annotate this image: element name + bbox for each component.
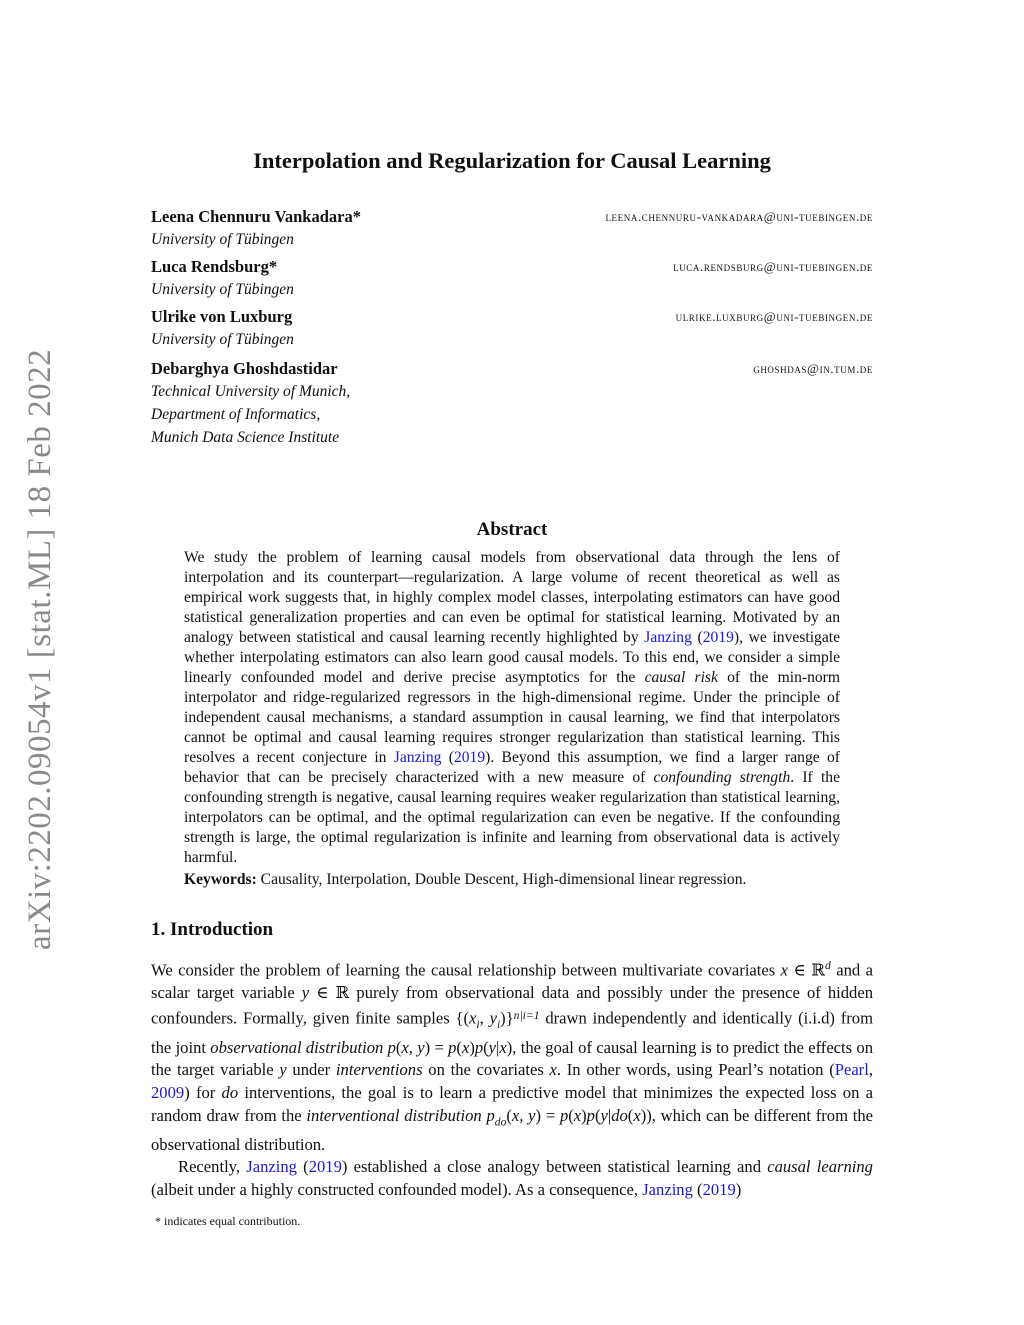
text-run: . In other words, using Pearl’s notation ( xyxy=(556,1060,835,1080)
text-run: | xyxy=(496,1037,500,1057)
math-symbol: p xyxy=(559,1105,569,1125)
paragraph xyxy=(151,1156,873,1201)
citation-link[interactable]: 2019 xyxy=(702,1180,736,1200)
math-subscript: do xyxy=(494,1115,507,1129)
text-run: ) for xyxy=(184,1083,222,1102)
text-run: ( xyxy=(594,1105,601,1125)
emphasis: causal risk xyxy=(644,669,718,686)
emphasis: do xyxy=(221,1083,239,1102)
author-name: Ulrike von Luxburg xyxy=(151,307,293,326)
text-run: interventions, the goal is to learn a predictive model that minimizes the expected loss on a random draw from the xyxy=(151,1083,873,1125)
citation-link[interactable]: 2009 xyxy=(151,1083,185,1102)
text-run: ∈ ℝ purely from observational data and possibly under the presence of hidden confounders. Formally, given finite samples {( xyxy=(151,983,874,1028)
math-symbol: y xyxy=(279,1060,287,1080)
emphasis: interventions xyxy=(335,1060,423,1080)
author-affiliation: Technical University of Munich, xyxy=(151,383,351,400)
author-block xyxy=(151,306,873,351)
text-run: . If the confounding strength is negative, causal learning requires weaker regularization than statistical learning, interpolators can be optimal, and the optimal regularization can even be negative. If the confounding strength is large, the optimal regularization is infinite and learning from observational data is actively harmful. xyxy=(184,769,840,866)
text-run: We study the problem of learning causal models from observational data through the lens of interpolation and its counterpart—regularization. A large volume of recent theoretical as well as empirical work suggests that, in highly complex model classes, interpolating estimators can have good statistical generalization properties and can even be optimal for statistical learning. Motivated by an analogy between statistical and causal learning recently highlighted by xyxy=(184,549,840,646)
math-symbol: y xyxy=(301,983,310,1003)
text-run: (albeit under a highly constructed confounded model). As a consequence, xyxy=(151,1180,643,1200)
math-subscript: i xyxy=(496,1017,501,1031)
arxiv-identifier-stamp: arXiv:2202.09054v1 [stat.ML] 18 Feb 2022 xyxy=(22,348,58,950)
paper-title: Interpolation and Regularization for Causal Learning xyxy=(253,148,771,173)
author-email: luca.rendsburg@uni-tuebingen.de xyxy=(673,259,873,274)
math-symbol: x, y xyxy=(511,1105,536,1125)
citation-link[interactable]: Janzing xyxy=(644,629,692,646)
footnote: * indicates equal contribution. xyxy=(155,1214,301,1228)
text-run: ) = xyxy=(424,1037,449,1057)
introduction-body xyxy=(151,955,873,1202)
text-run: , xyxy=(868,1060,873,1080)
math-symbol: p xyxy=(387,1037,396,1057)
author-email: leena.chennuru-vankadara@uni-tuebingen.de xyxy=(605,209,873,224)
math-limits: n|i=1 xyxy=(513,1008,540,1022)
text-run: ) established a close analogy between statistical learning and xyxy=(341,1157,768,1177)
citation-link[interactable]: Janzing xyxy=(246,1157,297,1177)
citation-link[interactable]: 2019 xyxy=(308,1157,342,1177)
text-run: and a scalar target variable xyxy=(151,960,874,1003)
text-run: )} xyxy=(500,1008,514,1028)
abstract-text xyxy=(184,548,840,868)
text-run: under xyxy=(286,1060,336,1080)
math-symbol: x xyxy=(549,1060,557,1080)
math-symbol: x xyxy=(499,1037,507,1057)
citation-link[interactable]: Janzing xyxy=(393,749,442,766)
emphasis: confounding strength xyxy=(653,769,791,786)
text-run: , xyxy=(479,1008,490,1028)
math-symbol: x xyxy=(573,1105,582,1125)
text-run: ( xyxy=(691,629,703,646)
text-run: ∈ ℝ xyxy=(788,960,825,980)
text-run: We consider the problem of learning the causal relationship between multivariate covariates xyxy=(151,960,781,980)
math-symbol: p xyxy=(448,1037,457,1057)
emphasis: interventional distribution xyxy=(306,1105,482,1125)
math-symbol: y xyxy=(600,1105,608,1125)
keywords-label: Keywords: xyxy=(184,871,257,888)
text-run: ( xyxy=(692,1180,703,1200)
keywords-text: Causality, Interpolation, Double Descent, High-dimensional linear regression. xyxy=(260,871,747,888)
math-symbol: x xyxy=(461,1037,470,1057)
author-name: Leena Chennuru Vankadara* xyxy=(151,207,361,226)
keywords xyxy=(184,870,840,890)
text-run: on the covariates xyxy=(422,1060,550,1080)
section-heading: 1. Introduction xyxy=(151,919,274,940)
math-symbol: do xyxy=(611,1105,628,1125)
math-symbol: x xyxy=(468,1008,477,1028)
math-subscript: i xyxy=(476,1017,480,1031)
text-run: Recently, xyxy=(178,1157,247,1177)
citation-link[interactable]: Janzing xyxy=(642,1180,693,1200)
text-run: ( xyxy=(395,1037,402,1057)
text-run: ). Beyond this assumption, we find a larger range of behavior that can be precisely characterized with a new measure of xyxy=(184,749,840,786)
text-run: )), which can be different from the observational distribution. xyxy=(151,1105,874,1154)
text-run: ) xyxy=(469,1037,475,1057)
text-run: of the min-norm interpolator and ridge-regularized regressors in the high-dimensional regime. Under the principle of independent causal mechanisms, a standard assumption in causal learning, we find that interpolators cannot be optimal and causal learning requires stronger regularization than statistical learning. This resolves a recent conjecture in xyxy=(184,669,840,766)
emphasis: causal learning xyxy=(767,1157,873,1177)
author-block xyxy=(151,206,873,251)
math-symbol: p xyxy=(474,1037,484,1057)
author-affiliation: University of Tübingen xyxy=(151,331,294,348)
paragraph xyxy=(151,955,873,1156)
citation-link[interactable]: 2019 xyxy=(453,749,486,766)
text-run: ) = xyxy=(535,1105,560,1125)
text-run: ( xyxy=(441,749,454,766)
text-run: ( xyxy=(456,1037,462,1057)
text-run: ( xyxy=(506,1105,512,1125)
text-run: ( xyxy=(627,1105,634,1125)
author-email: ghoshdas@in.tum.de xyxy=(753,361,873,376)
text-run: ), the goal of causal learning is to predict the effects on the target variable xyxy=(151,1037,874,1080)
math-symbol: x, y xyxy=(401,1037,425,1057)
emphasis: observational distribution xyxy=(210,1037,384,1057)
text-run: ( xyxy=(483,1037,489,1057)
text-run: | xyxy=(607,1105,612,1125)
text-run: ), we investigate whether interpolating estimators can also learn good causal models. To this end, we consider a simple linearly confounded model and derive precise asymptotics for the xyxy=(184,629,841,686)
author-affiliation: University of Tübingen xyxy=(151,281,294,298)
math-symbol: p xyxy=(586,1105,595,1125)
text-run: ) xyxy=(735,1180,742,1200)
citation-link[interactable]: Pearl xyxy=(834,1060,869,1080)
abstract-heading: Abstract xyxy=(476,519,548,540)
math-symbol: y xyxy=(488,1037,497,1057)
author-affiliation: Department of Informatics, xyxy=(151,406,321,423)
text-run: ) xyxy=(581,1105,587,1125)
math-symbol: x xyxy=(780,960,789,980)
math-symbol: x xyxy=(633,1105,641,1125)
author-affiliation: University of Tübingen xyxy=(151,231,294,248)
author-block xyxy=(151,358,873,449)
text-run: ( xyxy=(568,1105,574,1125)
citation-link[interactable]: 2019 xyxy=(702,629,734,646)
author-block xyxy=(151,256,873,301)
text-run: ( xyxy=(296,1157,309,1177)
math-superscript: d xyxy=(825,959,831,972)
author-name: Debarghya Ghoshdastidar xyxy=(151,359,338,378)
math-symbol: p xyxy=(486,1105,495,1125)
author-name: Luca Rendsburg* xyxy=(151,257,278,276)
text-run: drawn independently and identically (i.i.d) from the joint xyxy=(151,1008,874,1057)
author-affiliation: Munich Data Science Institute xyxy=(151,429,340,446)
math-symbol: y xyxy=(489,1008,497,1028)
author-email: ulrike.luxburg@uni-tuebingen.de xyxy=(675,309,873,324)
